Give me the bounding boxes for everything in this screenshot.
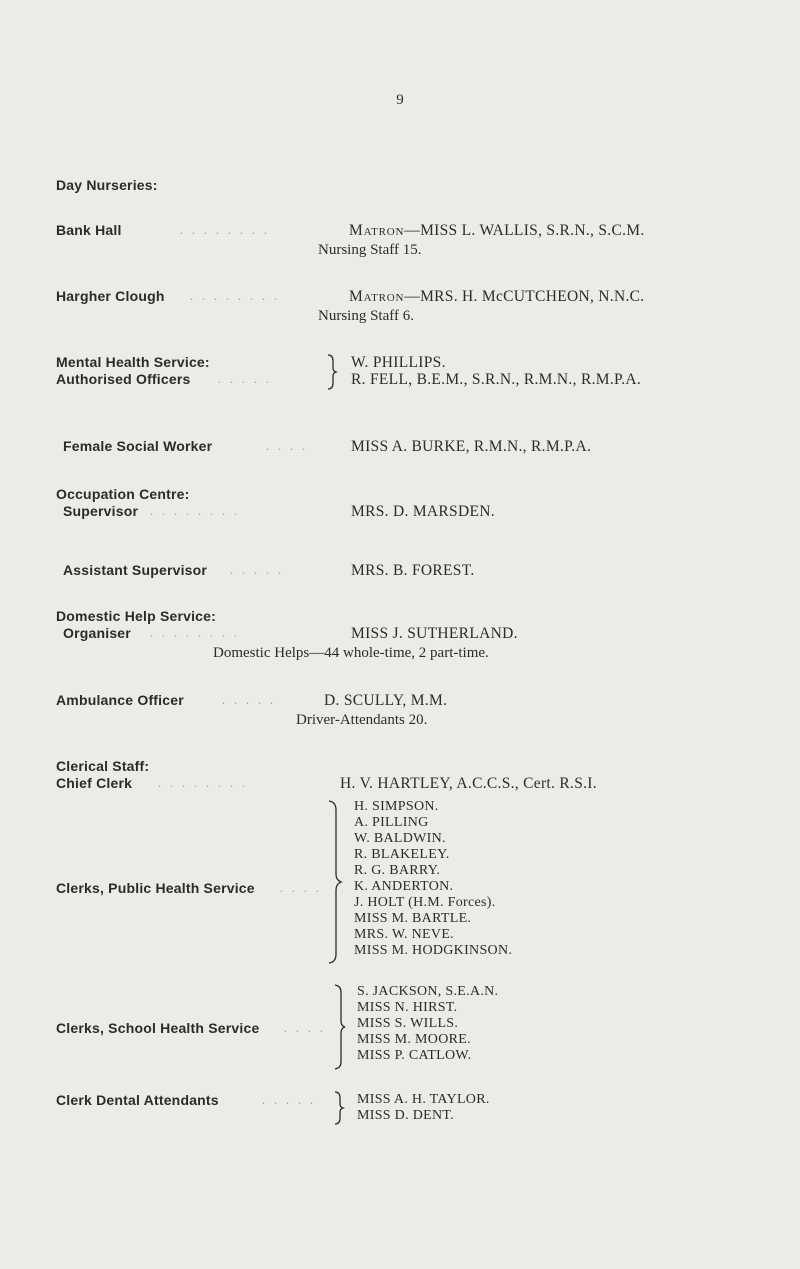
leader-dots: . . . . . — [218, 372, 272, 386]
authorised-officer: W. PHILLIPS. — [351, 354, 446, 371]
leader-dots: . . . . . — [262, 1093, 316, 1107]
page-number: 9 — [396, 92, 404, 108]
dental-attendant-name: MISS A. H. TAYLOR. — [357, 1092, 490, 1107]
label-supervisor: Supervisor — [63, 503, 139, 519]
domestic-helps-count: Domestic Helps—44 whole-time, 2 part-time. — [213, 645, 489, 661]
label-clerks-school-health: Clerks, School Health Service — [56, 1020, 260, 1036]
label-authorised-officers: Authorised Officers — [56, 371, 191, 387]
leader-dots: . . . . . . . . — [150, 626, 240, 640]
section-heading-mental-health: Mental Health Service: — [56, 354, 210, 370]
hargher-clough-staff: Nursing Staff 6. — [318, 308, 414, 324]
brace — [328, 800, 342, 964]
matron-name: —MRS. H. McCUTCHEON, N.N.C. — [404, 288, 645, 305]
label-bank-hall: Bank Hall — [56, 222, 122, 238]
supervisor-name: MRS. D. MARSDEN. — [351, 503, 495, 520]
clerk-name: MISS N. HIRST. — [357, 1000, 458, 1015]
label-chief-clerk: Chief Clerk — [56, 775, 133, 791]
role-matron: Matron — [349, 222, 405, 239]
leader-dots: . . . . — [280, 881, 322, 895]
leader-dots: . . . . — [266, 439, 308, 453]
leader-dots: . . . . . . . . — [150, 504, 240, 518]
authorised-officer: R. FELL, B.E.M., S.R.N., R.M.N., R.M.P.A. — [351, 371, 642, 388]
female-social-worker: MISS A. BURKE, R.M.N., R.M.P.A. — [351, 438, 592, 455]
brace — [334, 984, 346, 1070]
clerk-name: MISS M. MOORE. — [357, 1032, 471, 1047]
label-assistant-supervisor: Assistant Supervisor — [63, 562, 208, 578]
leader-dots: . . . . . — [230, 563, 284, 577]
section-heading-domestic-help: Domestic Help Service: — [56, 608, 217, 624]
leader-dots: . . . . — [284, 1021, 326, 1035]
clerk-name: R. G. BARRY. — [354, 863, 441, 878]
label-clerk-dental-attendants: Clerk Dental Attendants — [56, 1092, 219, 1108]
clerk-name: W. BALDWIN. — [354, 831, 446, 846]
clerk-name: J. HOLT (H.M. Forces). — [354, 895, 496, 910]
label-clerks-public-health: Clerks, Public Health Service — [56, 880, 255, 896]
clerk-name: A. PILLING — [354, 815, 429, 830]
leader-dots: . . . . . — [222, 693, 276, 707]
clerk-name: MRS. W. NEVE. — [354, 927, 454, 942]
bank-hall-staff: Nursing Staff 15. — [318, 242, 422, 258]
brace — [327, 354, 337, 390]
clerk-name: MISS M. HODGKINSON. — [354, 943, 513, 958]
clerk-name: H. SIMPSON. — [354, 799, 439, 814]
role-matron: Matron — [349, 288, 405, 305]
label-organiser: Organiser — [63, 625, 131, 641]
label-ambulance-officer: Ambulance Officer — [56, 692, 184, 708]
bank-hall-matron — [349, 222, 645, 239]
clerk-name: MISS S. WILLS. — [357, 1016, 459, 1031]
section-heading-day-nurseries: Day Nurseries: — [56, 177, 158, 193]
public-health-clerks-list — [354, 799, 512, 959]
section-heading-occupation-centre: Occupation Centre: — [56, 486, 190, 502]
leader-dots: . . . . . . . . — [180, 223, 270, 237]
matron-name: —MISS L. WALLIS, S.R.N., S.C.M. — [404, 222, 645, 239]
leader-dots: . . . . . . . . — [158, 776, 248, 790]
clerk-name: MISS P. CATLOW. — [357, 1048, 472, 1063]
assistant-supervisor-name: MRS. B. FOREST. — [351, 562, 475, 579]
ambulance-officer-name: D. SCULLY, M.M. — [324, 692, 448, 709]
section-heading-clerical-staff: Clerical Staff: — [56, 758, 150, 774]
organiser-name: MISS J. SUTHERLAND. — [351, 625, 518, 642]
dental-attendants-list — [357, 1092, 490, 1124]
label-female-social-worker: Female Social Worker — [63, 438, 213, 454]
school-health-clerks-list — [357, 984, 498, 1064]
label-hargher-clough: Hargher Clough — [56, 288, 165, 304]
clerk-name: MISS M. BARTLE. — [354, 911, 472, 926]
chief-clerk-name: H. V. HARTLEY, A.C.C.S., Cert. R.S.I. — [340, 775, 597, 792]
hargher-clough-matron — [349, 288, 644, 305]
clerk-name: K. ANDERTON. — [354, 879, 454, 894]
clerk-name: R. BLAKELEY. — [354, 847, 450, 862]
dental-attendant-name: MISS D. DENT. — [357, 1108, 454, 1123]
leader-dots: . . . . . . . . — [190, 289, 280, 303]
driver-attendants-count: Driver-Attendants 20. — [296, 712, 428, 728]
brace — [334, 1091, 344, 1125]
clerk-name: S. JACKSON, S.E.A.N. — [357, 984, 499, 999]
